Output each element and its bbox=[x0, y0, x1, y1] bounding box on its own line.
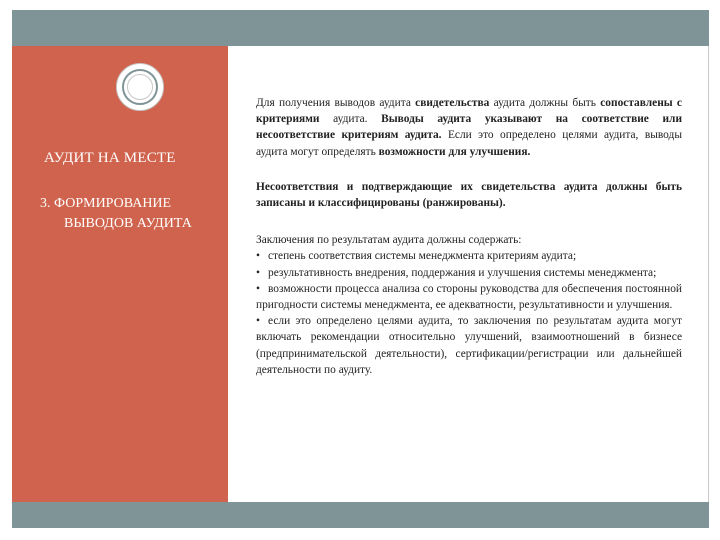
list-item bbox=[256, 248, 682, 264]
p1-text-4: Если это определено целями аудита, выводы аудита могут определять bbox=[256, 129, 682, 158]
list-item bbox=[256, 265, 682, 281]
subtitle-line-1: 3. ФОРМИРОВАНИЕ bbox=[40, 196, 172, 211]
subtitle-line-2: ВЫВОДОВ АУДИТА bbox=[64, 216, 192, 231]
main-content bbox=[256, 95, 682, 378]
list-item-text: возможности процесса анализа со стороны руководства для обеспечения постоянной пригодности системы менеджмента, ее адекватности, результативности и улучшения. bbox=[256, 282, 682, 312]
p1-bold-3: Выводы аудита указывают на соответствие или несоответствие критериям аудита. bbox=[256, 113, 683, 142]
left-panel bbox=[12, 46, 228, 502]
bottom-bar bbox=[12, 502, 709, 528]
p1-bold-2: сопоставлены с критериями bbox=[256, 97, 682, 126]
bullet-icon: • bbox=[256, 266, 260, 279]
conclusions-list bbox=[256, 248, 682, 378]
section-subtitle bbox=[40, 194, 230, 234]
conclusions-intro: Заключения по результатам аудита должны содержать: bbox=[256, 234, 522, 247]
emblem-center bbox=[127, 74, 153, 100]
section-title: АУДИТ НА МЕСТЕ bbox=[44, 150, 176, 166]
p1-bold-1: свидетельства bbox=[415, 97, 490, 109]
list-item bbox=[256, 281, 682, 313]
top-bar bbox=[12, 10, 709, 46]
p1-bold-4: возможности для улучшения. bbox=[378, 145, 531, 158]
bullet-icon: • bbox=[256, 315, 260, 328]
p1-text-3: аудита. bbox=[319, 113, 382, 126]
p1-text-2: аудита должны быть bbox=[489, 97, 601, 109]
list-item bbox=[256, 313, 682, 378]
paragraph-audit-findings bbox=[256, 95, 682, 160]
bullet-icon: • bbox=[256, 282, 260, 295]
list-item-text: если это определено целями аудита, то заключения по результатам аудита могут включать рекомендации относительно улучшений, взаимоотношений в бизнесе (предпринимательской деятельности), сертификации/регистрации или дальнейшей деятельности по аудиту. bbox=[256, 315, 682, 376]
list-item-text: степень соответствия системы менеджмента критериям аудита; bbox=[268, 250, 577, 263]
p1-text-1: Для получения выводов аудита bbox=[256, 97, 416, 109]
paragraph-nonconformities: Несоответствия и подтверждающие их свидетельства аудита должны быть записаны и классифицированы (ранжированы). bbox=[256, 180, 682, 210]
list-item-text: результативность внедрения, поддержания и улучшения системы менеджмента; bbox=[268, 266, 657, 279]
circle-emblem-icon bbox=[116, 63, 164, 111]
bullet-icon: • bbox=[256, 250, 260, 263]
